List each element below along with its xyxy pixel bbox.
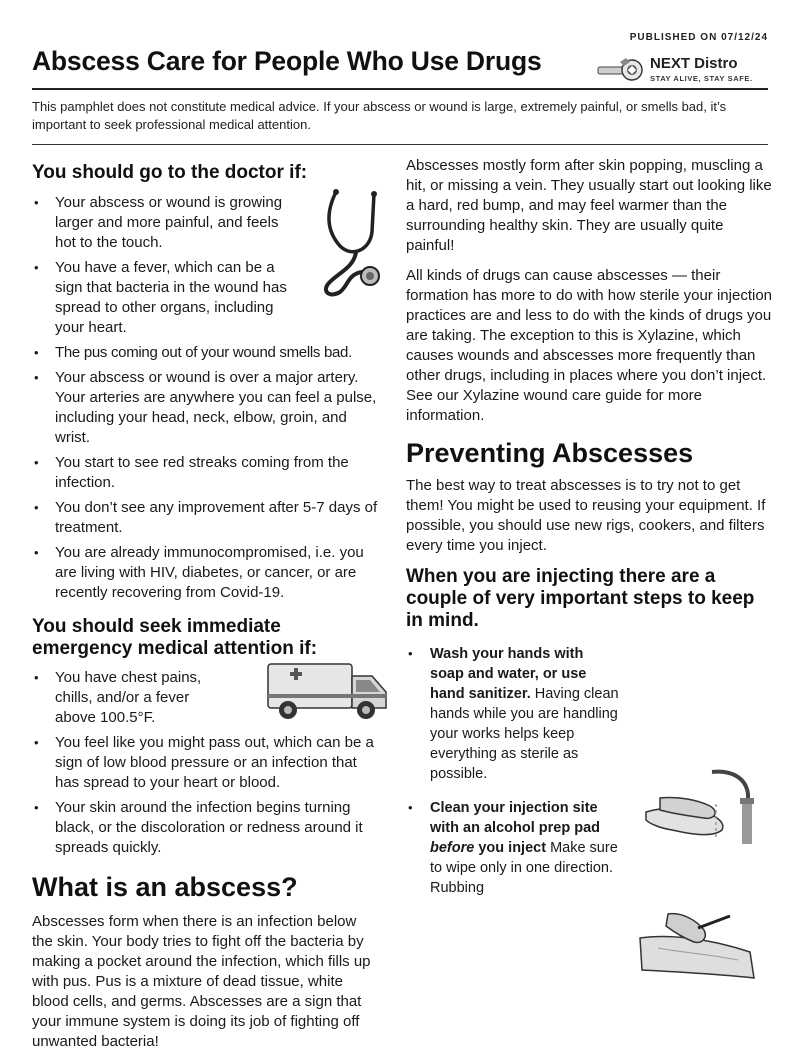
list-item: • You have chest pains, chills, and/or a fever above 100.5°F. — [32, 668, 225, 728]
page-title: Abscess Care for People Who Use Drugs — [32, 46, 542, 76]
abscess-paragraph-1: Abscesses form when there is an infection below the skin. Your body tries to fight off the bacteria by making a pocket around the infection, which fills up with pus. Pus is a mixture of dead tissue, white blood cells, and germs. Abscesses are a sign that your immune system is doing its job of fighting off unwanted bacteria! — [32, 913, 371, 1050]
list-item: • You feel like you might pass out, which can be a sign of low blood pressure or an infection that has spread to your heart or blood. — [32, 733, 384, 793]
steps-heading: When you are injecting there are a couple of very important steps to keep in mind. — [406, 566, 755, 631]
abscess-paragraph-2: Abscesses mostly form after skin popping, muscling a hit, or missing a vein. They usually start out looking like a hard, red bump, and may feel warmer than the surrounding healthy skin. They are usually quite painful! — [406, 157, 772, 254]
right-column — [406, 156, 772, 1035]
list-item: • The pus coming out of your wound smells bad. — [32, 343, 384, 363]
abscess-heading: What is an abscess? — [32, 872, 298, 902]
step-bold-2: Clean your injection site with an alcohol prep pad — [430, 800, 600, 836]
ambulance-icon — [264, 658, 390, 724]
list-item: • Your abscess or wound is growing larger and more painful, and feels hot to the touch. — [32, 193, 301, 253]
stethoscope-icon — [318, 188, 390, 298]
list-item: • You are already immunocompromised, i.e. you are living with HIV, diabetes, or cancer, or are recently recovering from Covid-19. — [32, 543, 384, 603]
step-text-1: Having clean hands while you are handling your works helps keep everything as sterile as possible. — [430, 686, 619, 782]
disclaimer: This pamphlet does not constitute medical advice. If your abscess or wound is large, extremely painful, or smells bad, it’s important to seek professional medical attention. — [32, 99, 727, 132]
list-item: • Your skin around the infection begins turning black, or the discoloration or redness around it spreads quickly. — [32, 798, 384, 858]
step-text-2: Make sure to wipe only in one direction. Rubbing — [430, 840, 618, 896]
list-item: • You don’t see any improvement after 5-7 days of treatment. — [32, 498, 384, 538]
logo-name: NEXT Distro — [650, 55, 738, 72]
list-item — [406, 798, 630, 898]
published-date: PUBLISHED ON 07/12/24 — [629, 32, 768, 43]
logo-tagline: STAY ALIVE, STAY SAFE. — [650, 74, 753, 83]
step-bold-2b: you inject — [474, 840, 547, 856]
header-divider — [32, 88, 768, 90]
left-column — [32, 156, 384, 1050]
doctor-heading: You should go to the doctor if: — [32, 162, 308, 183]
step-bold-1: Wash your hands with soap and water, or use hand sanitizer. — [430, 646, 587, 702]
arm-injection-icon — [638, 908, 760, 994]
list-item: • Your abscess or wound is over a major artery. Your arteries are anywhere you can feel a pulse, including your head, neck, elbow, groin, and wrist. — [32, 368, 384, 448]
step-bold-em: before — [430, 840, 475, 856]
list-item: • You have a fever, which can be a sign that bacteria in the wound has spread to other organs, including your heart. — [32, 258, 295, 338]
emergency-heading: You should seek immediate emergency medical attention if: — [32, 616, 318, 659]
abscess-paragraph-3: All kinds of drugs can cause abscesses — their formation has more to do with how sterile your injection practices are and less to do with the kinds of drugs you are taking. The exception to this is Xylazine, which causes wounds and abscesses more frequently than other drugs, including in places where you don’t inject. See our Xylazine wound care guide for more information. — [406, 267, 773, 424]
preventing-heading: Preventing Abscesses — [406, 438, 694, 468]
list-item — [406, 644, 772, 784]
wrench-logo-icon — [596, 56, 646, 86]
preventing-paragraph: The best way to treat abscesses is to try not to get them! You might be used to reusing your equipment. If possible, you should use new rigs, cookers, and filters every time you inject. — [406, 477, 766, 554]
steps-list — [406, 644, 772, 898]
list-item: • You start to see red streaks coming from the infection. — [32, 453, 384, 493]
section-divider — [32, 144, 768, 145]
next-distro-logo — [596, 54, 768, 88]
